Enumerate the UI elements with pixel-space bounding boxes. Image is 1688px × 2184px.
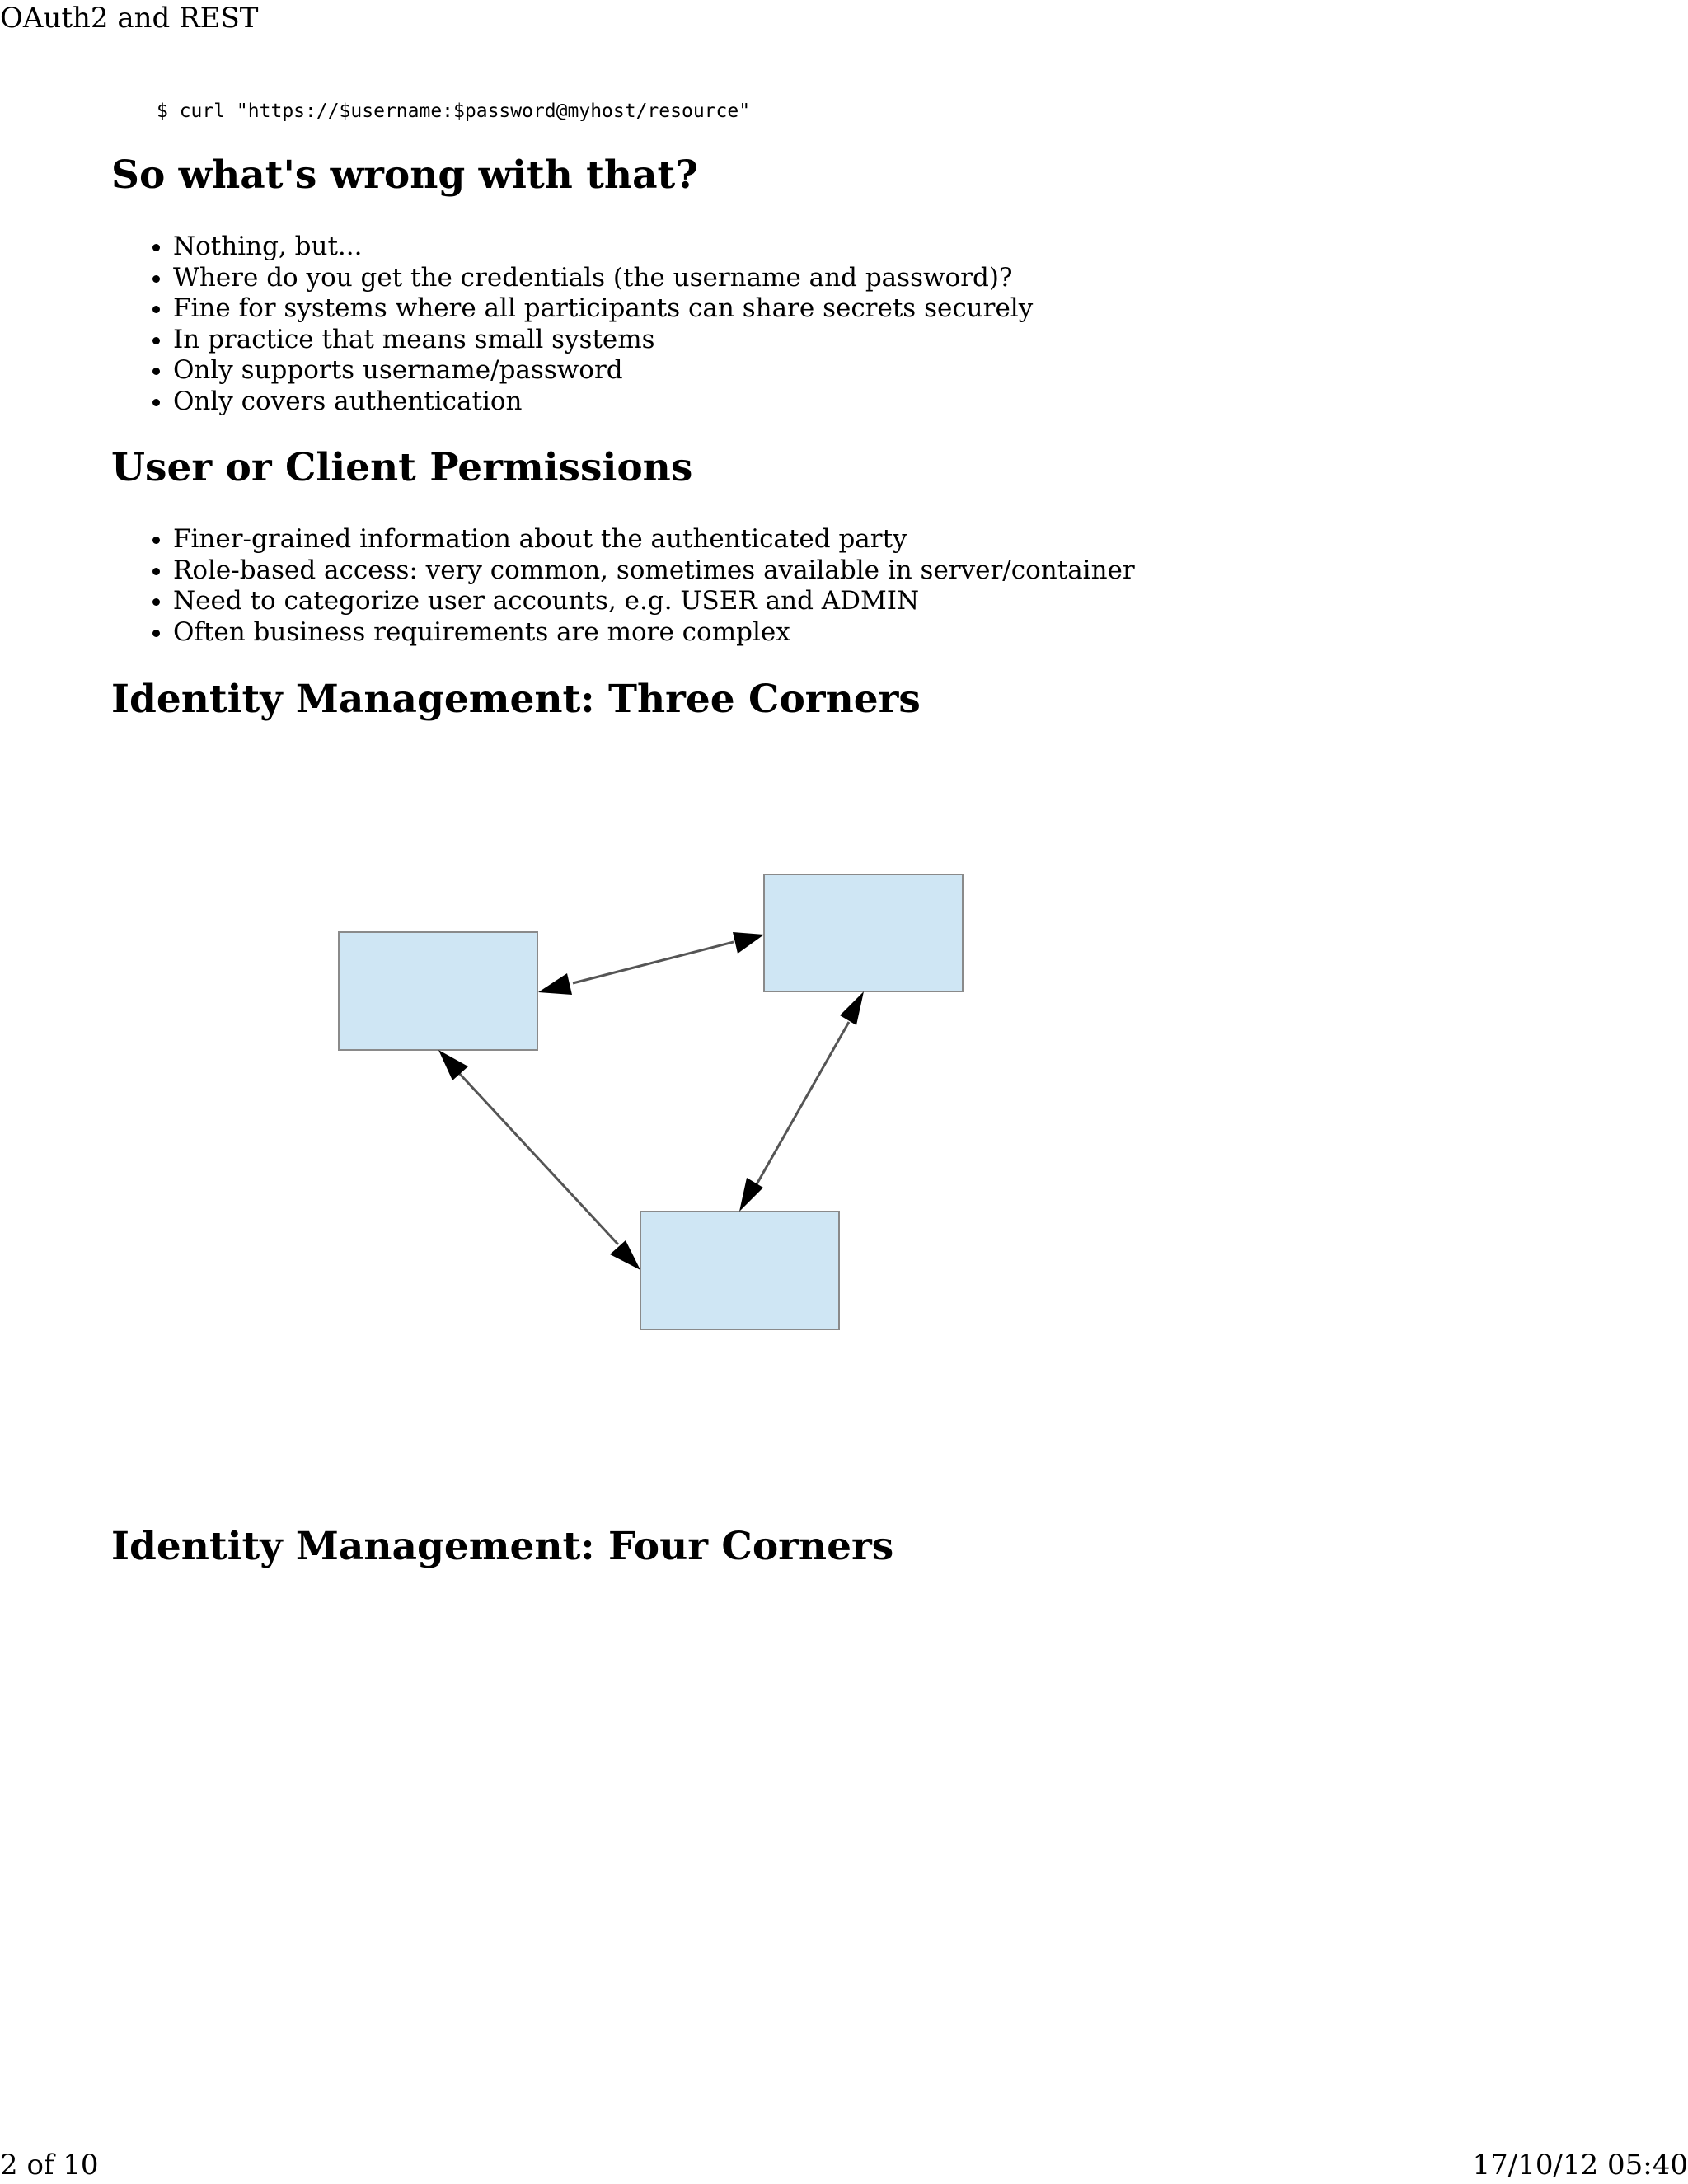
arrowhead-icon (840, 991, 864, 1025)
list-item: • Nothing, but... (173, 232, 1033, 263)
heading-whats-wrong: So what's wrong with that? (111, 152, 698, 198)
list-item: • Only supports username/password (173, 355, 1033, 387)
list-item: • Fine for systems where all participants can share secrets securely (173, 293, 1033, 325)
diagram-edge-top-bottom (757, 1022, 849, 1184)
heading-four-corners: Identity Management: Four Corners (111, 1524, 894, 1569)
arrowhead-icon (739, 1178, 763, 1212)
print-timestamp: 17/10/12 05:40 (1472, 2149, 1688, 2182)
arrowhead-icon (733, 932, 764, 954)
code-snippet: $ curl "https://$username:$password@myhost/resource" (157, 101, 751, 122)
list-item: • Only covers authentication (173, 387, 1033, 418)
diagram-node-bottom (640, 1212, 839, 1329)
list-item: • Where do you get the credentials (the username and password)? (173, 263, 1033, 294)
arrowhead-icon (538, 973, 572, 995)
page-number: 2 of 10 (0, 2149, 99, 2182)
arrowhead-icon (438, 1050, 468, 1080)
list-item: • Often business requirements are more complex (173, 617, 1135, 649)
heading-three-corners: Identity Management: Three Corners (111, 677, 921, 722)
list-item: • Role-based access: very common, sometimes available in server/container (173, 555, 1135, 587)
list-item: • Need to categorize user accounts, e.g. USER and ADMIN (173, 586, 1135, 617)
heading-permissions: User or Client Permissions (111, 445, 693, 490)
page-header-title: OAuth2 and REST (0, 2, 259, 35)
list-item: • Finer-grained information about the authenticated party (173, 524, 1135, 555)
diagram-edge-left-top (573, 942, 734, 983)
diagram-edge-left-bottom (457, 1071, 618, 1244)
diagram-node-left (339, 932, 537, 1050)
arrowhead-icon (610, 1240, 640, 1270)
list-item: • In practice that means small systems (173, 325, 1033, 356)
diagram-node-top-right (764, 874, 963, 991)
